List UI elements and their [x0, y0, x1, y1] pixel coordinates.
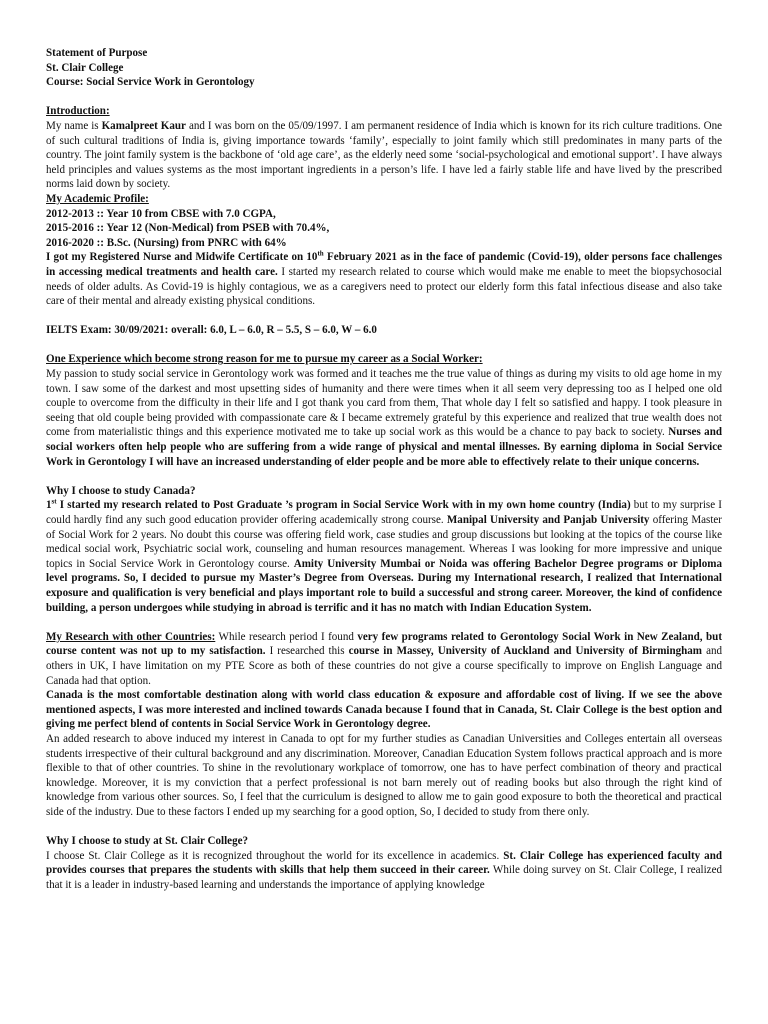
canada-text-6: Amity University Mumbai or Noida was offering Bachelor Degree programs or Diploma level programs. So, I decided to pursue my Master’s Degree from Overseas. During my International research, I realized that International exposure and qualification is very beneficial and plays important role to build a successful and strong career. Moreover, the kind of confidence building, a person undergoes while studying in abroad is terrific and it has no match with Indian Education System. [46, 557, 723, 614]
research-text-5: and others in UK, I have limitation on my PTE Score as both of these countries do not give a course specifically to improve on English Language and Canada had that option. [46, 645, 723, 687]
research-paragraph [46, 630, 722, 688]
college-text-2: St. Clair College has experienced faculty and provides courses that prepares the students with skills that help them succeed in their career. [46, 849, 722, 877]
canada-text-4: Manipal University and Panjab University [446, 514, 650, 526]
canada-heading: Why I choose to study Canada? [46, 484, 196, 497]
research-text-3: I researched this [265, 645, 349, 658]
experience-text-1: My passion to study social service in Gerontology work was formed and it teaches me the true value of things as during my visits to old age home in my town. I saw some of the darkest and most upsetting sides of humanity and there were times when it all seem very depressing too as I helped one old couple to overcome from the difficulty in their life and I got thank you card from them, That whole day I felt so satisfied and happy. I took pleasure in seeing that old couple being provided with compassionate care & I became extremely grateful by this experience and realized that true wealth does not come from materialistic things and this experience motivated me to take up social work as this would be a chance to pay back to society. [46, 368, 722, 439]
academic-item: 2015-2016 :: Year 12 (Non-Medical) from PSEB with 70.4%, [46, 222, 330, 235]
experience-paragraph [46, 367, 722, 469]
research-text-2: very few programs related to Gerontology Social Work in New Zealand, but course content was not up to my satisfaction. [46, 630, 722, 658]
research-text-4: course in Massey, University of Auckland and University of Birmingham [348, 645, 703, 658]
course-name: Course: Social Service Work in Gerontology [46, 76, 255, 89]
certificate-text-2: February 2021 as in the face of pandemic (Covid-19), older persons face challenges in accessing medical treatments and health care. [46, 251, 722, 278]
canada-text-1: 1 [46, 499, 52, 512]
college-name: St. Clair College [46, 61, 124, 74]
academic-item: 2012-2013 :: Year 10 from CBSE with 7.0 CGPA, [46, 207, 276, 220]
spacer [46, 90, 722, 105]
canada-text-2: I started my research related to Post Graduate ’s program in Social Service Work with in my own home country (India) [56, 499, 631, 512]
applicant-name: Kamalpreet Kaur [101, 119, 186, 132]
spacer [46, 615, 722, 630]
canada-text-5: offering Master of Social Work for 2 years. No doubt this course was offering field work, case studies and group discussions but looking at the topics of the course like medical social work, Psychiatric social work, counseling and human resources management. Whereas I was looking for more impressive and unique topics in Social Service Work in Gerontology course. [46, 514, 722, 570]
canada-superscript: st [51, 497, 57, 506]
research-text-1: While research period I found [215, 630, 358, 643]
canada-paragraph [46, 498, 722, 615]
certificate-text-3: I started my research related to course which would make me enable to meet the biopsychosocial needs of older adults. As Covid-19 is highly contagious, we as a caregivers need to protect our elderly form this fatal infectious disease and also take care of their mental and already existing physical conditions. [46, 265, 722, 308]
ielts-score: IELTS Exam: 30/09/2021: overall: 6.0, L – 6.0, R – 5.5, S – 6.0, W – 6.0 [46, 324, 377, 337]
canada-destination-paragraph [46, 688, 722, 732]
spacer [46, 469, 722, 484]
certificate-text-1: I got my Registered Nurse and Midwife Certificate on 10 [46, 251, 318, 264]
spacer [46, 819, 722, 834]
introduction-heading: Introduction: [46, 105, 110, 118]
canada-text-3: but to my surprise I could hardly find any such good education provider offering academically strong course. [46, 499, 722, 526]
intro-text-2: and I was born on the 05/09/1997. I am permanent residence of India which is known for its rich culture traditions. One of such cultural traditions of India is, giving importance towards ‘family’, especially to joint family which still predominates in many parts of the country. The joint family system is the backbone of ‘old age care’, as the elderly need some ‘social-psychological and emotional support’. I have always held principles and values systems as the most important ingredients in a person’s life. I have led a fairly stable life and have lived by the prescribed norms laid down by society. [46, 119, 723, 191]
intro-text-1: My name is [46, 119, 102, 132]
college-paragraph [46, 849, 722, 893]
canadian-education-paragraph [46, 732, 722, 820]
certificate-superscript: th [317, 249, 324, 258]
research-text-6: Canada is the most comfortable destination along with world class education & exposure and affordable cost of living. If we see the above mentioned aspects, I was more interested and inclined towards Canada because I found that in Canada, St. Clair College is the best option and giving me perfect blend of contents in Social Service Work in Gerontology degree. [46, 689, 722, 731]
spacer [46, 338, 722, 353]
spacer [46, 309, 722, 324]
academic-item: 2016-2020 :: B.Sc. (Nursing) from PNRC with 64% [46, 236, 287, 249]
research-text-7: An added research to above induced my interest in Canada to opt for my further studies as Canadian Universities and Colleges entertain all overseas students irrespective of their cultural background and any discrimination. Moreover, Canadian Education System follows practical approach and is more flexible to that of other countries. To shine in the revolutionary workplace of tomorrow, one has to have perfect combination of theory and practical knowledge. Moreover, it is my conviction that a perfect professional is not barn merely out of reading books but also through the right kind of knowledge from various other sources. So, I feel that the curriculum is designed to allow me to gain good exposure to both the theoretical and practical side of the industry. Due to these factors I ended up my searching for a good option, So, I decided to study from there only. [46, 732, 722, 818]
certificate-paragraph [46, 250, 722, 308]
experience-text-2: Nurses and social workers often help people who are suffering from a wide range of physical and mental illnesses. By earning diploma in Social Service Work in Gerontology I will have an increased understanding of elder people and be more able to effectively relate to their unique concerns. [46, 426, 722, 468]
academic-profile-heading: My Academic Profile: [46, 192, 149, 205]
research-heading: My Research with other Countries: [46, 630, 216, 643]
college-text-3: While doing survey on St. Clair College, I realized that it is a leader in industry-based learning and understands the importance of applying knowledge [46, 864, 723, 891]
document-title: Statement of Purpose [46, 47, 148, 59]
college-text-1: I choose St. Clair College as it is recognized throughout the world for its excellence in academics. [46, 849, 504, 862]
college-heading: Why I choose to study at St. Clair College? [46, 835, 249, 848]
experience-heading: One Experience which become strong reason for me to pursue my career as a Social Worker: [46, 353, 483, 366]
introduction-paragraph [46, 119, 722, 192]
